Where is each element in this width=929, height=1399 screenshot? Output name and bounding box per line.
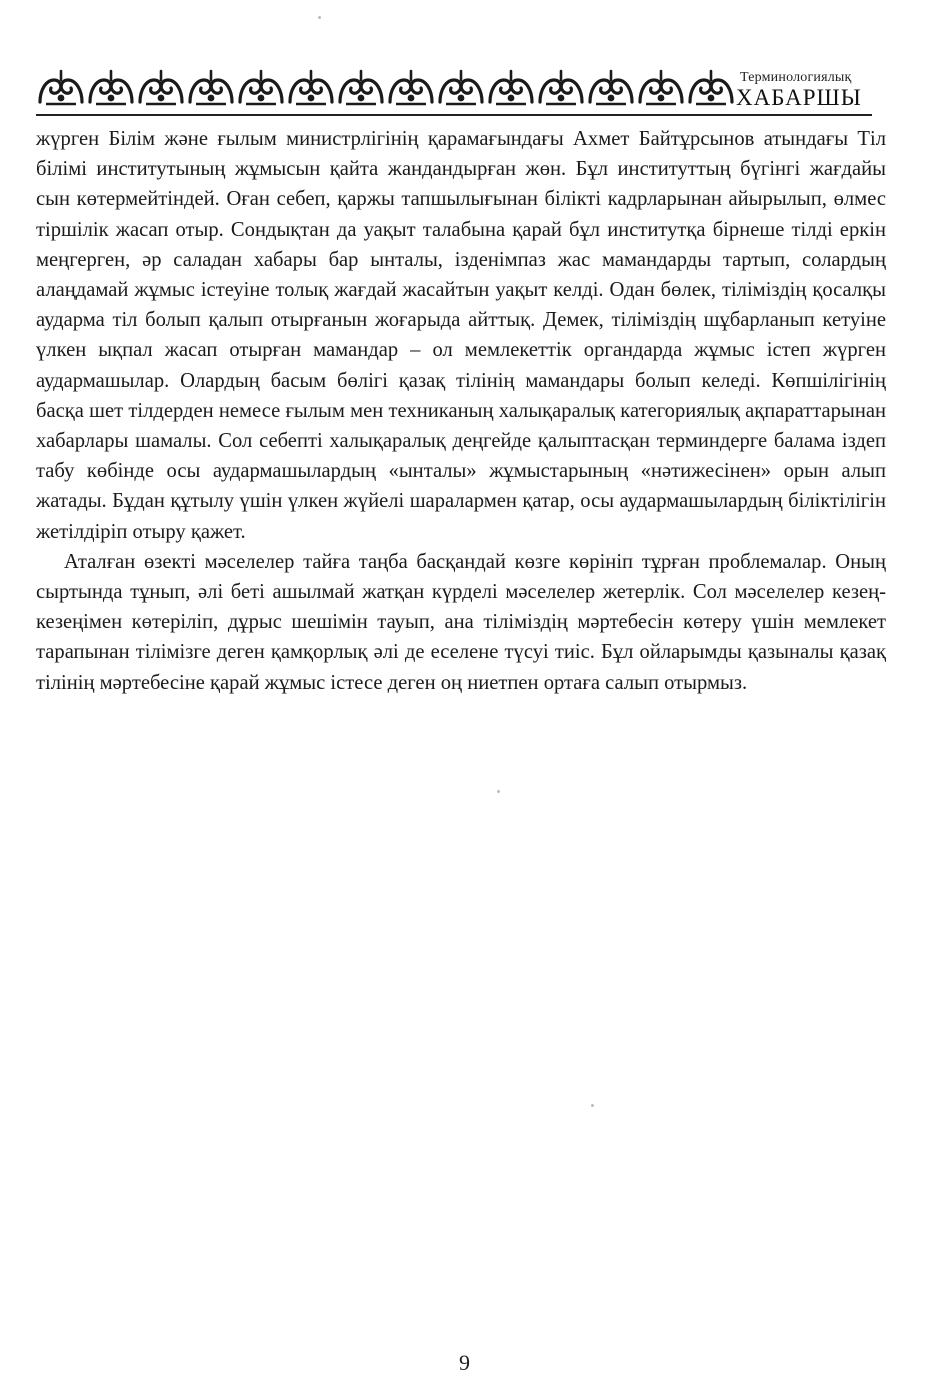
journal-subtitle: Терминологиялық [740, 70, 852, 85]
journal-title: ХАБАРШЫ [736, 85, 862, 110]
paragraph: Аталған өзекті мәселелер тайға таңба басқандай көзге көрініп тұрған проблемалар. Оның сыртында тұнып, әлі беті ашылмай жатқан күрделі мәселелер жетерлік. Сол мәселелер кезең-кезеңімен көтеріліп, дұрыс шешімін тауып, ана тіліміздің мәртебесін көтеру үшін мемлекет тарапынан тілімізге деген қамқорлық әлі де еселене түсуі тиіс. Бұл ойларымды қазыналы қазақ тілінің мәртебесіне қарай жұмыс істесе деген оң ниетпен ортаға салып отырмыз. [36, 550, 886, 694]
page-header [36, 68, 872, 112]
scan-speck [497, 790, 500, 793]
scan-speck [591, 1104, 594, 1107]
journal-title-block [736, 70, 872, 110]
paragraph: жүрген Білім және ғылым министрлігінің қарамағындағы Ахмет Байтұрсынов атындағы Тіл білімі институтының жұмысын қайта жандандырған жөн. Бұл институттың бүгінгі жағдайы сын көтермейтіндей. Оған себеп, қаржы тапшылығынан білікті кадрларынан айырылып, өлмес тіршілік жасап отыр. Сондықтан да уақыт талабына қарай бұл институтқа бірнеше тілді еркін меңгерген, әр саладан хабары бар ынталы, ізденімпаз жас мамандарды тартып, солардың алаңдамай жұмыс істеуіне толық жағдай жасайтын уақыт келді. Одан бөлек, тіліміздің қосалқы аударма тіл болып қалып отырғанын жоғарыда айттық. Демек, тіліміздің шұбарланып кетуіне үлкен ықпал жасап отырған мамандар – ол мемлекеттік органдарда жұмыс істеп жүрген аудармашылар. Олардың басым бөлігі қазақ тілінің мамандары болып келеді. Көпшілігінің басқа шет тілдерден немесе ғылым мен техниканың халықаралық категориялық ақпараттарынан хабарлары шамалы. Сол себепті халықаралық деңгейде қалыптасқан терминдерге балама іздеп табу көбінде осы аудармашылардың «ынталы» жұмыстарының «нәтижесінен» орын алып жатады. Бұдан құтылу үшін үлкен жүйелі шаралармен қатар, осы аудармашылардың біліктілігін жетілдіріп отыру қажет. [36, 128, 886, 543]
page-number: 9 [459, 1350, 470, 1375]
scan-speck [318, 16, 321, 19]
header-rule [36, 114, 872, 116]
ornament-border [36, 68, 736, 110]
article-body [36, 124, 886, 698]
